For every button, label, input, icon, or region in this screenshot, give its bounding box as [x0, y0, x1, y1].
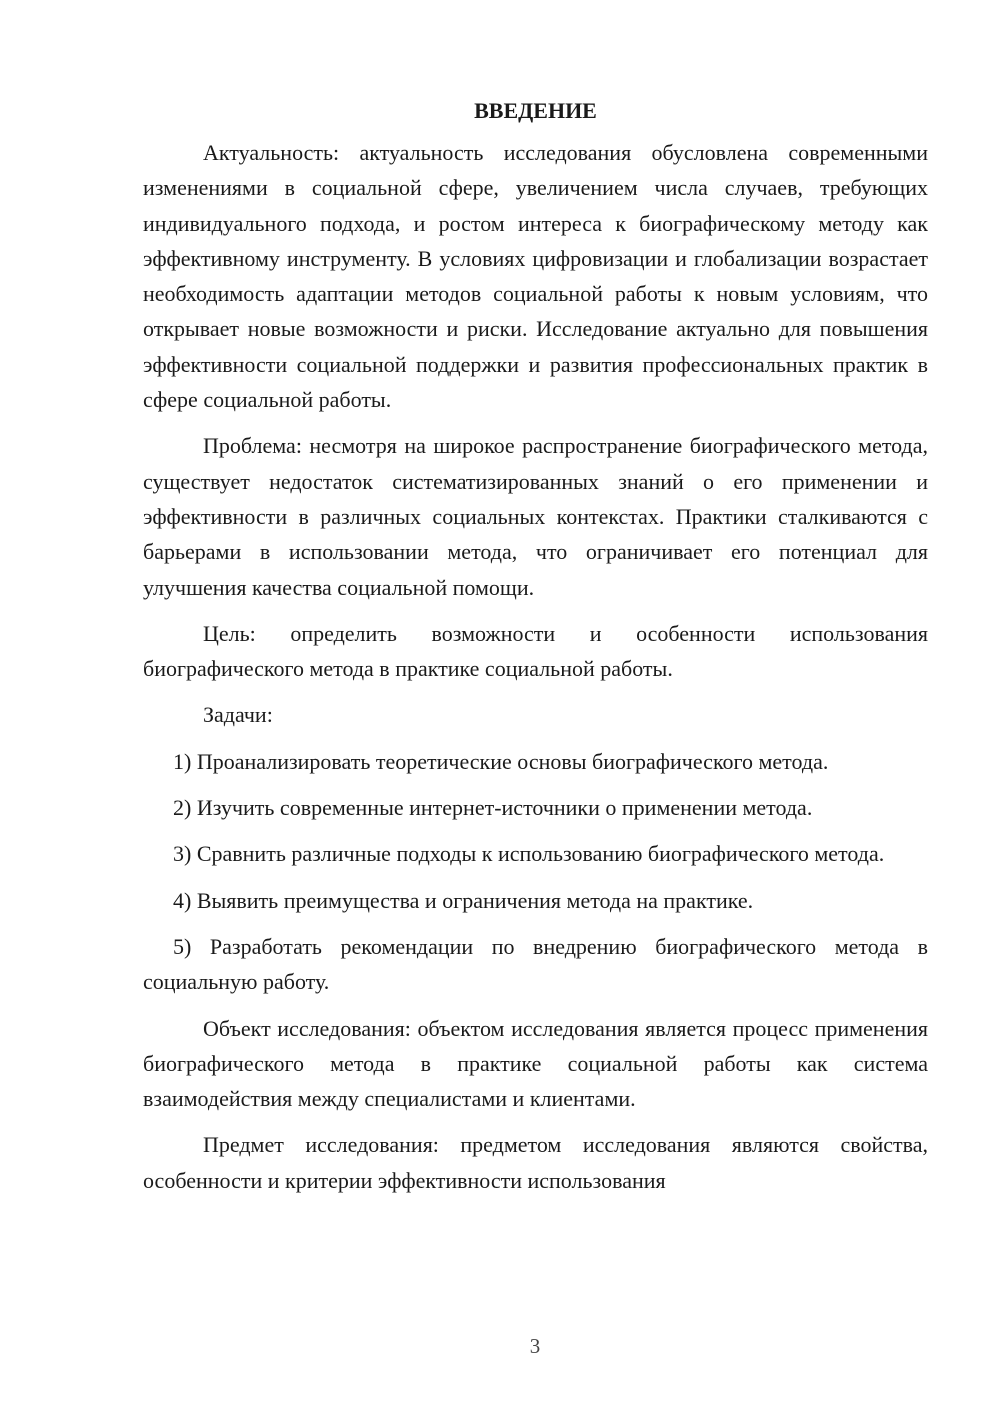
document-page	[143, 96, 928, 1209]
page-number: 3	[529, 1334, 541, 1358]
task-item-1: 1) Проанализировать теоретические основы биографического метода.	[173, 748, 829, 774]
subject-paragraph: Предмет исследования: предметом исследования являются свойства, особенности и критерии эффективности использования	[143, 1132, 928, 1193]
task-item-3: 3) Сравнить различные подходы к использованию биографического метода.	[173, 841, 885, 867]
task-item-4: 4) Выявить преимущества и ограничения метода на практике.	[173, 887, 754, 913]
tasks-heading: Задачи:	[203, 702, 273, 728]
goal-paragraph: Цель: определить возможности и особенности использования биографического метода в практике социальной работы.	[143, 620, 928, 682]
task-item-5: 5) Разработать рекомендации по внедрению биографического метода в социальную работу.	[143, 933, 928, 995]
problem-paragraph: Проблема: несмотря на широкое распространение биографического метода, существует недостаток систематизированных знаний о его применении и эффективности в различных социальных контекстах. Практики сталкиваются с барьерами в использовании метода, что ограничивает его потенциал для улучшения качества социальной помощи.	[143, 433, 928, 600]
object-paragraph: Объект исследования: объектом исследования является процесс применения биографического метода в практике социальной работы как система взаимодействия между специалистами и клиентами.	[143, 1015, 928, 1112]
task-item-2: 2) Изучить современные интернет-источники о применении метода.	[173, 795, 813, 821]
relevance-paragraph: Актуальность: актуальность исследования обусловлена современными изменениями в социальной сфере, увеличением числа случаев, требующих индивидуального подхода, и ростом интереса к биографическому методу как эффективному инструменту. В условиях цифровизации и глобализации возрастает необходимость адаптации методов социальной работы к новым условиям, что открывает новые возможности и риски. Исследование актуально для повышения эффективности социальной поддержки и развития профессиональных практик в сфере социальной работы.	[143, 140, 928, 413]
section-title: ВВЕДЕНИЕ	[474, 98, 597, 123]
